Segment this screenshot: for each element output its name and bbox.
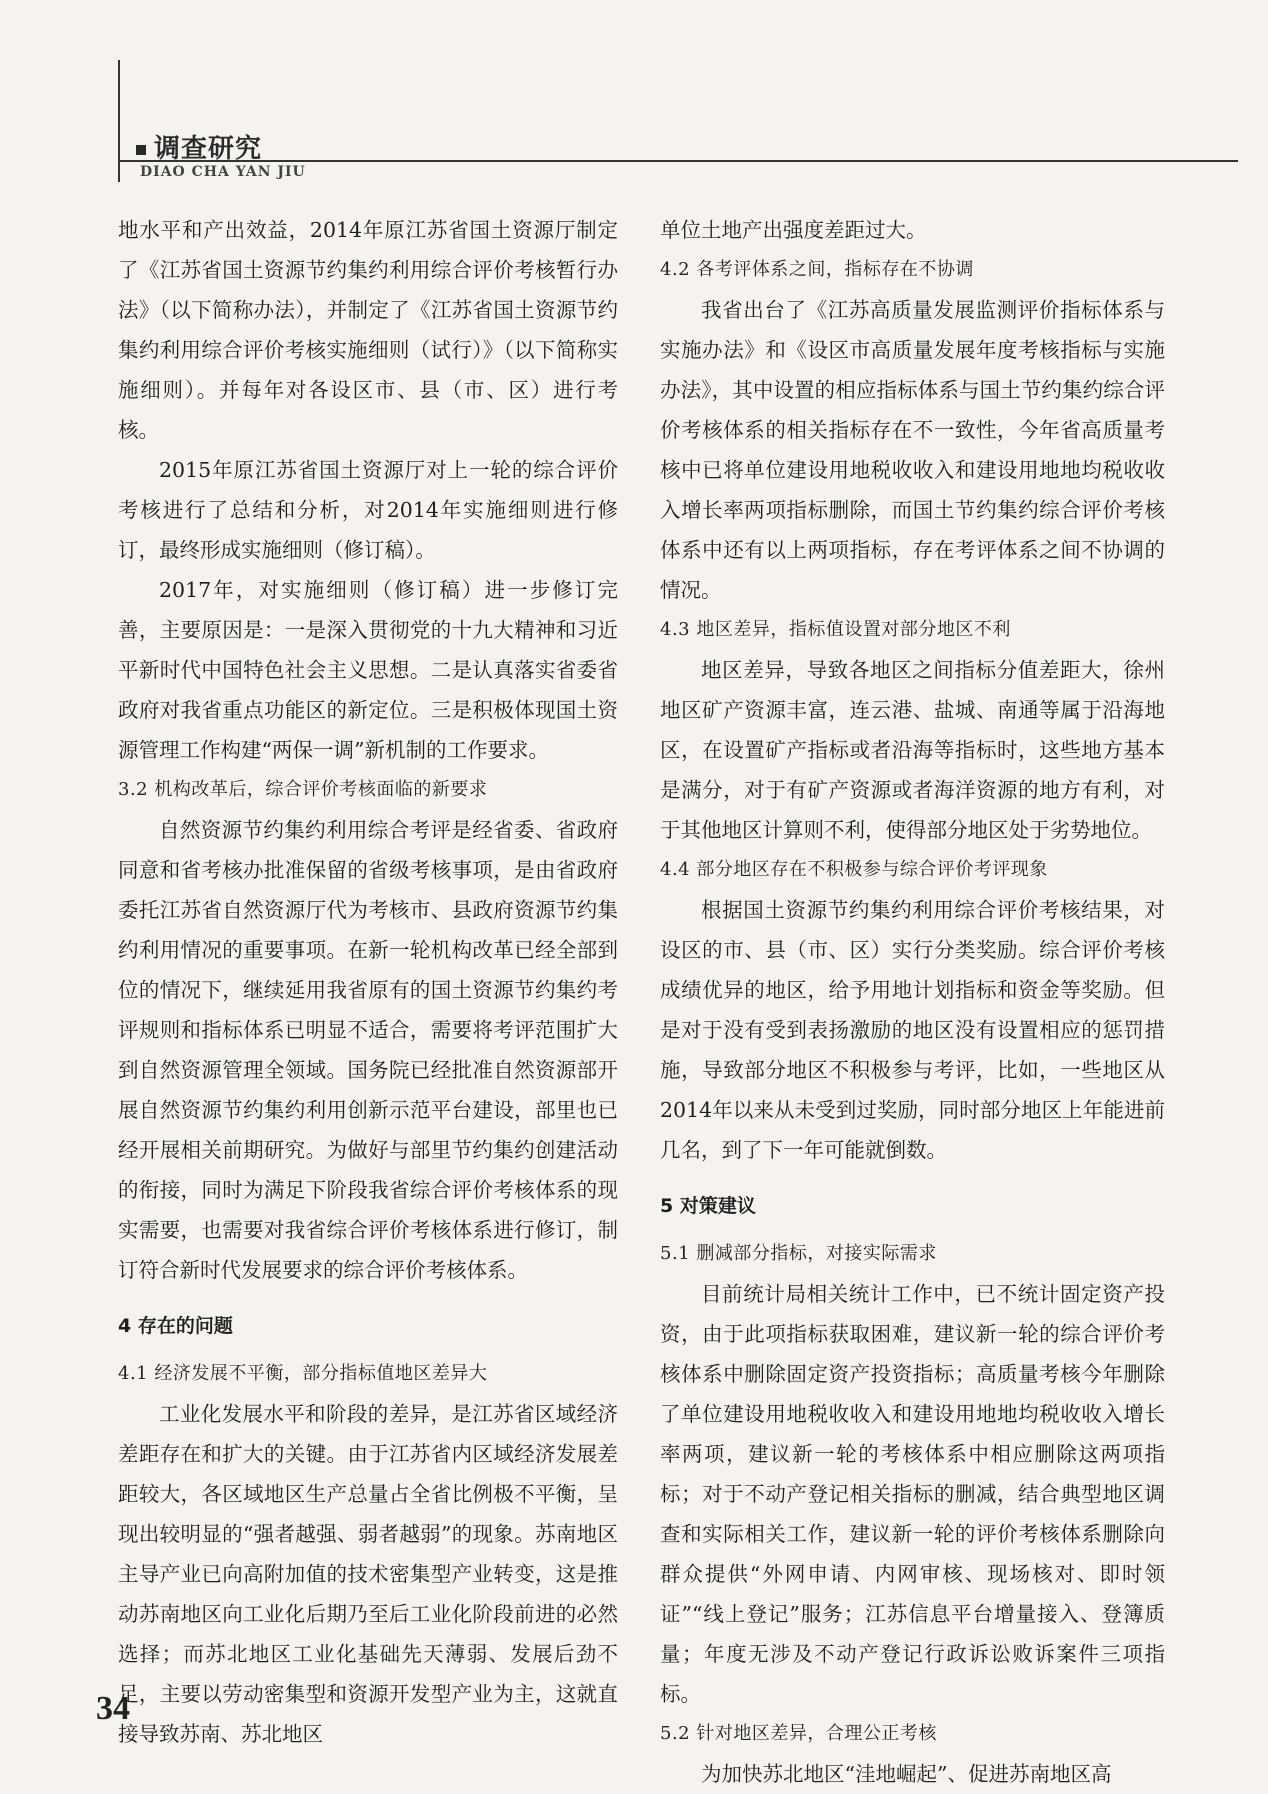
paragraph: 地区差异，导致各地区之间指标分值差距大，徐州地区矿产资源丰富，连云港、盐城、南通等属于沿海地区，在设置矿产指标或者沿海等指标时，这些地方基本是满分，对于有矿产资源或者海洋资源的地方有利，对于其他地区计算则不利，使得部分地区处于劣势地位。 (660, 658, 1165, 842)
section-title: 调查研究 (154, 134, 263, 164)
paragraph: 地水平和产出效益，2014年原江苏省国土资源厅制定了《江苏省国土资源节约集约利用综合评价考核暂行办法》（以下简称办法），并制定了《江苏省国土资源节约集约利用综合评价考核实施细则（试行）》（以下简称实施细则）。并每年对各设区市、县（市、区）进行考核。 (118, 218, 618, 442)
heading-4: 4 存在的问题 (118, 1315, 233, 1337)
right-column (660, 210, 1165, 1794)
paragraph: 2017年，对实施细则（修订稿）进一步修订完善，主要原因是：一是深入贯彻党的十九大精神和习近平新时代中国特色社会主义思想。二是认真落实省委省政府对我省重点功能区的新定位。三是积极体现国土资源管理工作构建“两保一调”新机制的工作要求。 (118, 578, 618, 762)
subheading-4-3: 4.3 地区差异，指标值设置对部分地区不利 (660, 619, 1011, 640)
paragraph: 工业化发展水平和阶段的差异，是江苏省区域经济差距存在和扩大的关键。由于江苏省内区域经济发展差距较大，各区域地区生产总量占全省比例极不平衡，呈现出较明显的“强者越强、弱者越弱”的现象。苏南地区主导产业已向高附加值的技术密集型产业转变，这是推动苏南地区向工业化后期乃至后工业化阶段前进的必然选择；而苏北地区工业化基础先天薄弱、发展后劲不足，主要以劳动密集型和资源开发型产业为主，这就直接导致苏南、苏北地区 (118, 1402, 618, 1746)
left-column (118, 210, 618, 1754)
subheading-5-1: 5.1 删减部分指标，对接实际需求 (660, 1243, 937, 1264)
section-pinyin: DIAO CHA YAN JIU (140, 164, 306, 180)
paragraph: 2015年原江苏省国土资源厅对上一轮的综合评价考核进行了总结和分析，对2014年实施细则进行修订，最终形成实施细则（修订稿）。 (118, 458, 618, 562)
subheading-4-4: 4.4 部分地区存在不积极参与综合评价考评现象 (660, 859, 1048, 880)
section-tag (136, 128, 262, 165)
header-vertical-rule (118, 60, 120, 182)
square-bullet-icon (136, 145, 146, 155)
paragraph: 为加快苏北地区“洼地崛起”、促进苏南地区高 (701, 1762, 1112, 1786)
paragraph: 目前统计局相关统计工作中，已不统计固定资产投资，由于此项指标获取困难，建议新一轮的综合评价考核体系中删除固定资产投资指标；高质量考核今年删除了单位建设用地税收收入和建设用地地均税收收入增长率两项，建议新一轮的考核体系中相应删除这两项指标；对于不动产登记相关指标的删减，结合典型地区调查和实际相关工作，建议新一轮的评价考核体系删除向群众提供“外网申请、内网审核、现场核对、即时领证”“线上登记”服务；江苏信息平台增量接入、登簿质量；年度无涉及不动产登记行政诉讼败诉案件三项指标。 (660, 1282, 1165, 1706)
subheading-4-2: 4.2 各考评体系之间，指标存在不协调 (660, 259, 974, 280)
heading-5: 5 对策建议 (660, 1195, 756, 1217)
paragraph: 自然资源节约集约利用综合考评是经省委、省政府同意和省考核办批准保留的省级考核事项，是由省政府委托江苏省自然资源厅代为考核市、县政府资源节约集约利用情况的重要事项。在新一轮机构改革已经全部到位的情况下，继续延用我省原有的国土资源节约集约考评规则和指标体系已明显不适合，需要将考评范围扩大到自然资源管理全领域。国务院已经批准自然资源部开展自然资源节约集约利用创新示范平台建设，部里也已经开展相关前期研究。为做好与部里节约集约创建活动的衔接，同时为满足下阶段我省综合评价考核体系的现实需要，也需要对我省综合评价考核体系进行修订，制订符合新时代发展要求的综合评价考核体系。 (118, 818, 618, 1282)
page-number: 34 (96, 1690, 130, 1727)
paragraph: 根据国土资源节约集约利用综合评价考核结果，对设区的市、县（市、区）实行分类奖励。综合评价考核成绩优异的地区，给予用地计划指标和资金等奖励。但是对于没有受到表扬激励的地区没有设置相应的惩罚措施，导致部分地区不积极参与考评，比如，一些地区从2014年以来从未受到过奖励，同时部分地区上年能进前几名，到了下一年可能就倒数。 (660, 898, 1165, 1162)
header-horizontal-rule (118, 160, 1238, 162)
subheading-3-2: 3.2 机构改革后，综合评价考核面临的新要求 (118, 779, 488, 800)
subheading-5-2: 5.2 针对地区差异，合理公正考核 (660, 1723, 937, 1744)
paragraph: 单位土地产出强度差距过大。 (660, 218, 927, 242)
subheading-4-1: 4.1 经济发展不平衡，部分指标值地区差异大 (118, 1363, 488, 1384)
paragraph: 我省出台了《江苏高质量发展监测评价指标体系与实施办法》和《设区市高质量发展年度考核指标与实施办法》，其中设置的相应指标体系与国土节约集约综合评价考核体系的相关指标存在不一致性，今年省高质量考核中已将单位建设用地税收收入和建设用地地均税收收入增长率两项指标删除，而国土节约集约综合评价考核体系中还有以上两项指标，存在考评体系之间不协调的情况。 (660, 298, 1165, 602)
